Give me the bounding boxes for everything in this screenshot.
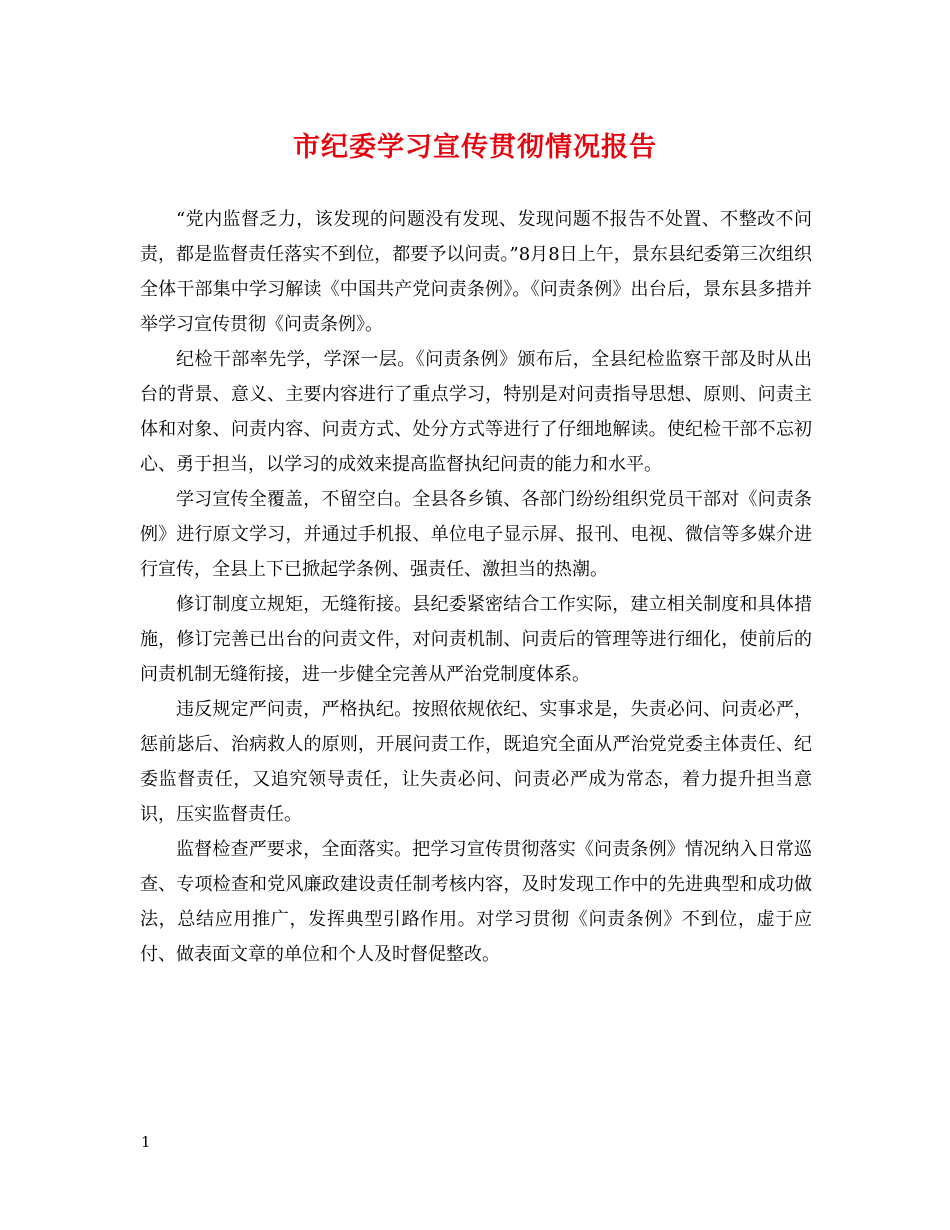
page-number: 1 (141, 1133, 151, 1151)
paragraph-strict-accountability: 违反规定严问责，严格执纪。按照依规依纪、实事求是，失责必问、问责必严，惩前毖后、治病救人的原则，开展问责工作，既追究全面从严治党党委主体责任、纪委监督责任，又追究领导责任，让失责必问、问责必严成为常态，着力提升担当意识，压实监督责任。 (140, 699, 812, 825)
document-body (140, 202, 812, 972)
document-title: 市纪委学习宣传贯彻情况报告 (293, 132, 657, 163)
paragraph-publicity: 学习宣传全覆盖，不留空白。全县各乡镇、各部门纷纷组织党员干部对《问责条例》进行原文学习，并通过手机报、单位电子显示屏、报刊、电视、微信等多媒介进行宣传，全县上下已掀起学条例、强责任、激担当的热潮。 (140, 489, 812, 580)
paragraph-intro: “党内监督乏力，该发现的问题没有发现、发现问题不报告不处置、不整改不问责，都是监督责任落实不到位，都要予以问责。”8月8日上午，景东县纪委第三次组织全体干部集中学习解读《中国共产党问责条例》。《问责条例》出台后，景东县多措并举学习宣传贯彻《问责条例》。 (140, 209, 812, 335)
paragraph-supervision: 监督检查严要求，全面落实。把学习宣传贯彻落实《问责条例》情况纳入日常巡查、专项检查和党风廉政建设责任制考核内容，及时发现工作中的先进典型和成功做法，总结应用推广，发挥典型引路作用。对学习贯彻《问责条例》不到位，虚于应付、做表面文章的单位和个人及时督促整改。 (140, 839, 812, 965)
paragraph-system-revision: 修订制度立规矩，无缝衔接。县纪委紧密结合工作实际，建立相关制度和具体措施，修订完善已出台的问责文件，对问责机制、问责后的管理等进行细化，使前后的问责机制无缝衔接，进一步健全完善从严治党制度体系。 (140, 594, 812, 685)
paragraph-cadre-study: 纪检干部率先学，学深一层。《问责条例》颁布后，全县纪检监察干部及时从出台的背景、意义、主要内容进行了重点学习，特别是对问责指导思想、原则、问责主体和对象、问责内容、问责方式、处分方式等进行了仔细地解读。使纪检干部不忘初心、勇于担当，以学习的成效来提高监督执纪问责的能力和水平。 (140, 349, 812, 475)
